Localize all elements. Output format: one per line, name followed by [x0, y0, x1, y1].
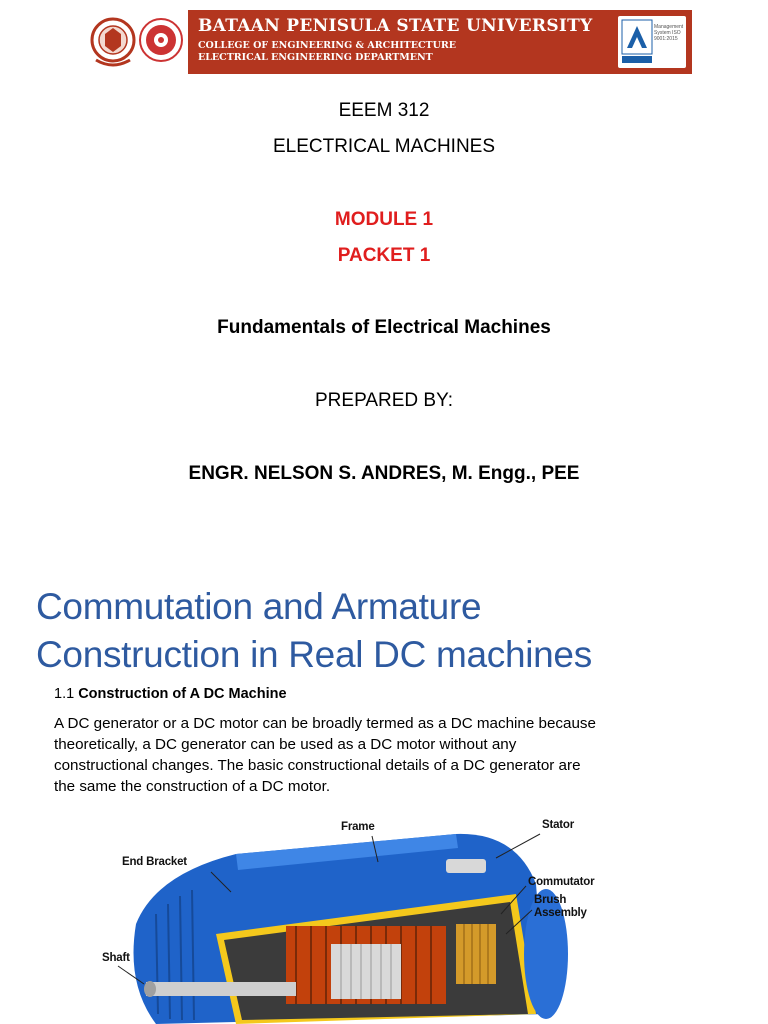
label-brush: Brush: [534, 894, 567, 906]
iso-certification-badge: [618, 16, 686, 68]
packet-label: PACKET 1: [337, 245, 431, 266]
prepared-by-label: PREPARED BY:: [315, 390, 453, 411]
university-seal-logo: [90, 12, 136, 72]
college-name: COLLEGE OF ENGINEERING & ARCHITECTURE: [198, 40, 457, 51]
label-shaft: Shaft: [102, 952, 130, 964]
university-band: [188, 10, 692, 74]
label-frame: Frame: [341, 821, 375, 833]
subsection-title: Construction of A DC Machine: [78, 686, 287, 702]
dc-machine-figure: [96, 814, 636, 1024]
section-heading-line2: Construction in Real DC machines: [36, 634, 592, 675]
module-label: MODULE 1: [334, 209, 434, 230]
college-seal-logo: [138, 12, 184, 72]
author-name: ENGR. NELSON S. ANDRES, M. Engg., PEE: [188, 463, 580, 484]
section-heading-line1: Commutation and Armature: [36, 586, 482, 627]
label-brush-assembly: [534, 894, 587, 920]
topic-title: Fundamentals of Electrical Machines: [217, 317, 551, 338]
course-code: EEEM 312: [338, 100, 430, 121]
paragraph-line: A DC generator or a DC motor can be broadly termed as a DC machine because: [54, 715, 596, 732]
body-paragraph: [54, 713, 714, 797]
course-title: ELECTRICAL MACHINES: [272, 136, 496, 157]
paragraph-line: the same the construction of a DC motor.: [54, 778, 331, 795]
label-end-bracket: End Bracket: [122, 856, 187, 868]
department-name: ELECTRICAL ENGINEERING DEPARTMENT: [198, 52, 433, 63]
university-name: BATAAN PENISULA STATE UNIVERSITY: [198, 16, 593, 36]
certification-triangle-icon: [621, 18, 655, 66]
header-banner: [86, 10, 692, 74]
subsection-number: 1.1: [54, 686, 79, 702]
cert-caption: Management System ISO 9001:2015: [654, 24, 684, 42]
label-commutator: Commutator: [528, 876, 595, 888]
paragraph-line: theoretically, a DC generator can be used as a DC motor without any: [54, 736, 517, 753]
label-stator: Stator: [542, 819, 575, 831]
label-assembly: Assembly: [534, 907, 587, 919]
subsection-heading: [54, 686, 287, 702]
paragraph-line: constructional changes. The basic constructional details of a DC generator are: [54, 757, 581, 774]
